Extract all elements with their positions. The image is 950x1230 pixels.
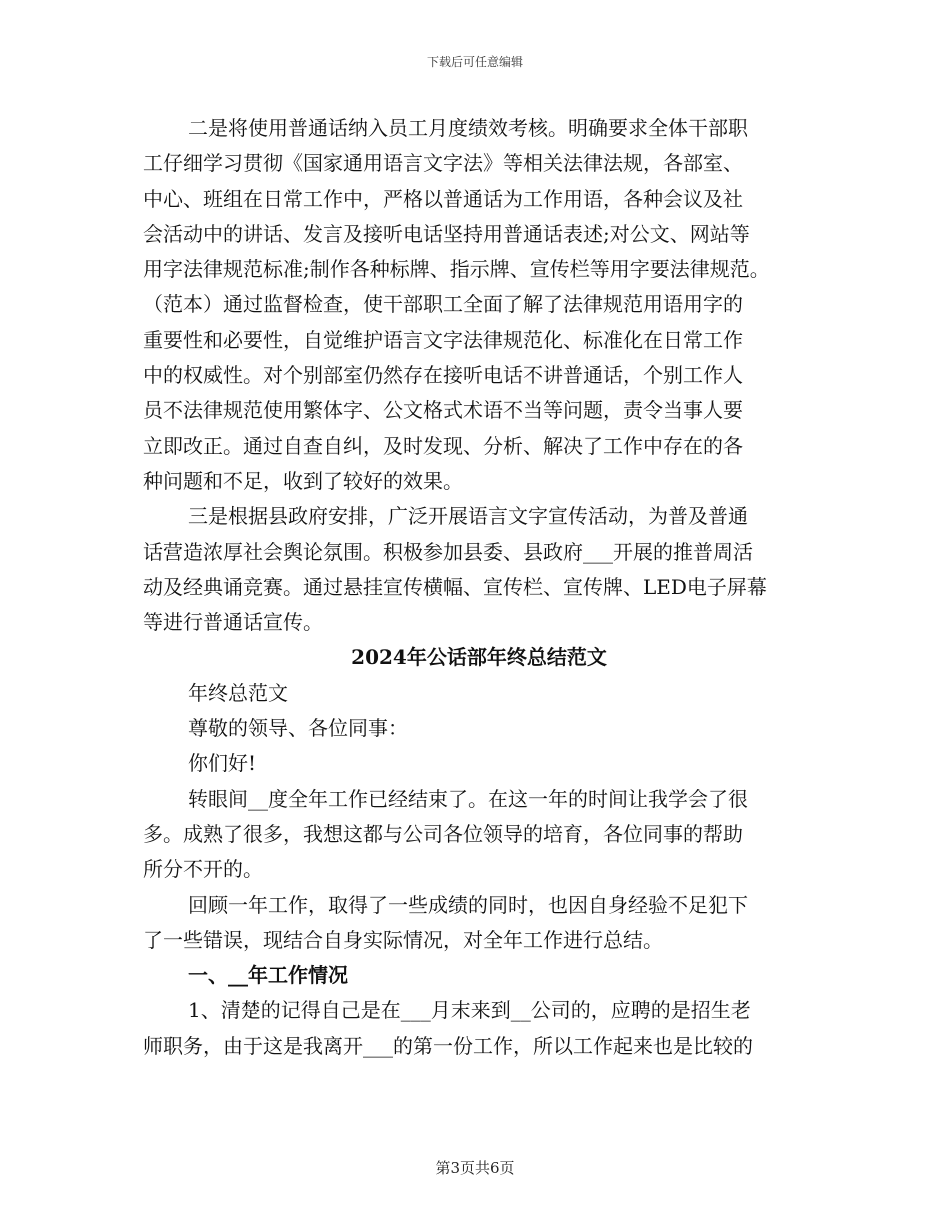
- page-footer: 第3页共6页: [435, 1159, 515, 1177]
- text-line: （范本）通过监督检查，使干部职工全面了解了法律规范用语用字的: [143, 292, 743, 317]
- text-line: 三是根据县政府安排，广泛开展语言文字宣传活动，为普及普通: [188, 504, 748, 529]
- text-line: 所分不开的。: [143, 857, 263, 882]
- text-line: 师职务，由于这是我离开___的第一份工作，所以工作起来也是比较的: [143, 1033, 753, 1058]
- text-line: 了一些错误，现结合自身实际情况，对全年工作进行总结。: [143, 927, 663, 952]
- text-line: 重要性和必要性，自觉维护语言文字法律规范化、标准化在日常工作: [143, 327, 743, 352]
- text-line: 二是将使用普通话纳入员工月度绩效考核。明确要求全体干部职: [188, 116, 748, 140]
- section-heading: 一、__年工作情况: [188, 963, 348, 988]
- text-line: 动及经典诵竞赛。通过悬挂宣传横幅、宣传栏、宣传牌、LED电子屏幕: [143, 574, 767, 599]
- page-header: 下载后可任意编辑: [426, 55, 523, 69]
- text-line: 回顾一年工作，取得了一些成绩的同时，也因自身经验不足犯下: [188, 892, 748, 917]
- text-line: 员不法律规范使用繁体字、公文格式术语不当等问题，责令当事人要: [143, 398, 743, 423]
- text-line: 立即改正。通过自查自纠，及时发现、分析、解决了工作中存在的各: [143, 433, 743, 458]
- text-line: 会活动中的讲话、发言及接听电话坚持用普通话表述;对公文、网站等: [143, 221, 750, 246]
- section-title: 2024年公话部年终总结范文: [351, 645, 607, 670]
- document-body: [143, 111, 815, 1064]
- text-line: 用字法律规范标准;制作各种标牌、指示牌、宣传栏等用字要法律规范。: [143, 257, 770, 282]
- text-line: 中的权威性。对个别部室仍然存在接听电话不讲普通话，个别工作人: [143, 363, 743, 388]
- text-line: 你们好!: [188, 751, 257, 776]
- text-line: 话营造浓厚社会舆论氛围。积极参加县委、县政府___开展的推普周活: [143, 539, 753, 564]
- text-line: 尊敬的领导、各位同事：: [188, 716, 408, 741]
- text-line: 1、清楚的记得自己是在___月末来到__公司的，应聘的是招生老: [188, 998, 751, 1023]
- text-line: 种问题和不足，收到了较好的效果。: [143, 468, 463, 493]
- text-line: 转眼间__度全年工作已经结束了。在这一年的时间让我学会了很: [188, 786, 748, 811]
- text-line: 多。成熟了很多，我想这都与公司各位领导的培育，各位同事的帮助: [143, 821, 743, 846]
- text-line: 等进行普通话宣传。: [143, 610, 323, 635]
- text-line: 工仔细学习贯彻《国家通用语言文字法》等相关法律法规，各部室、: [143, 151, 743, 176]
- text-line: 年终总范文: [188, 680, 288, 705]
- text-line: 中心、班组在日常工作中，严格以普通话为工作用语，各种会议及社: [143, 186, 743, 211]
